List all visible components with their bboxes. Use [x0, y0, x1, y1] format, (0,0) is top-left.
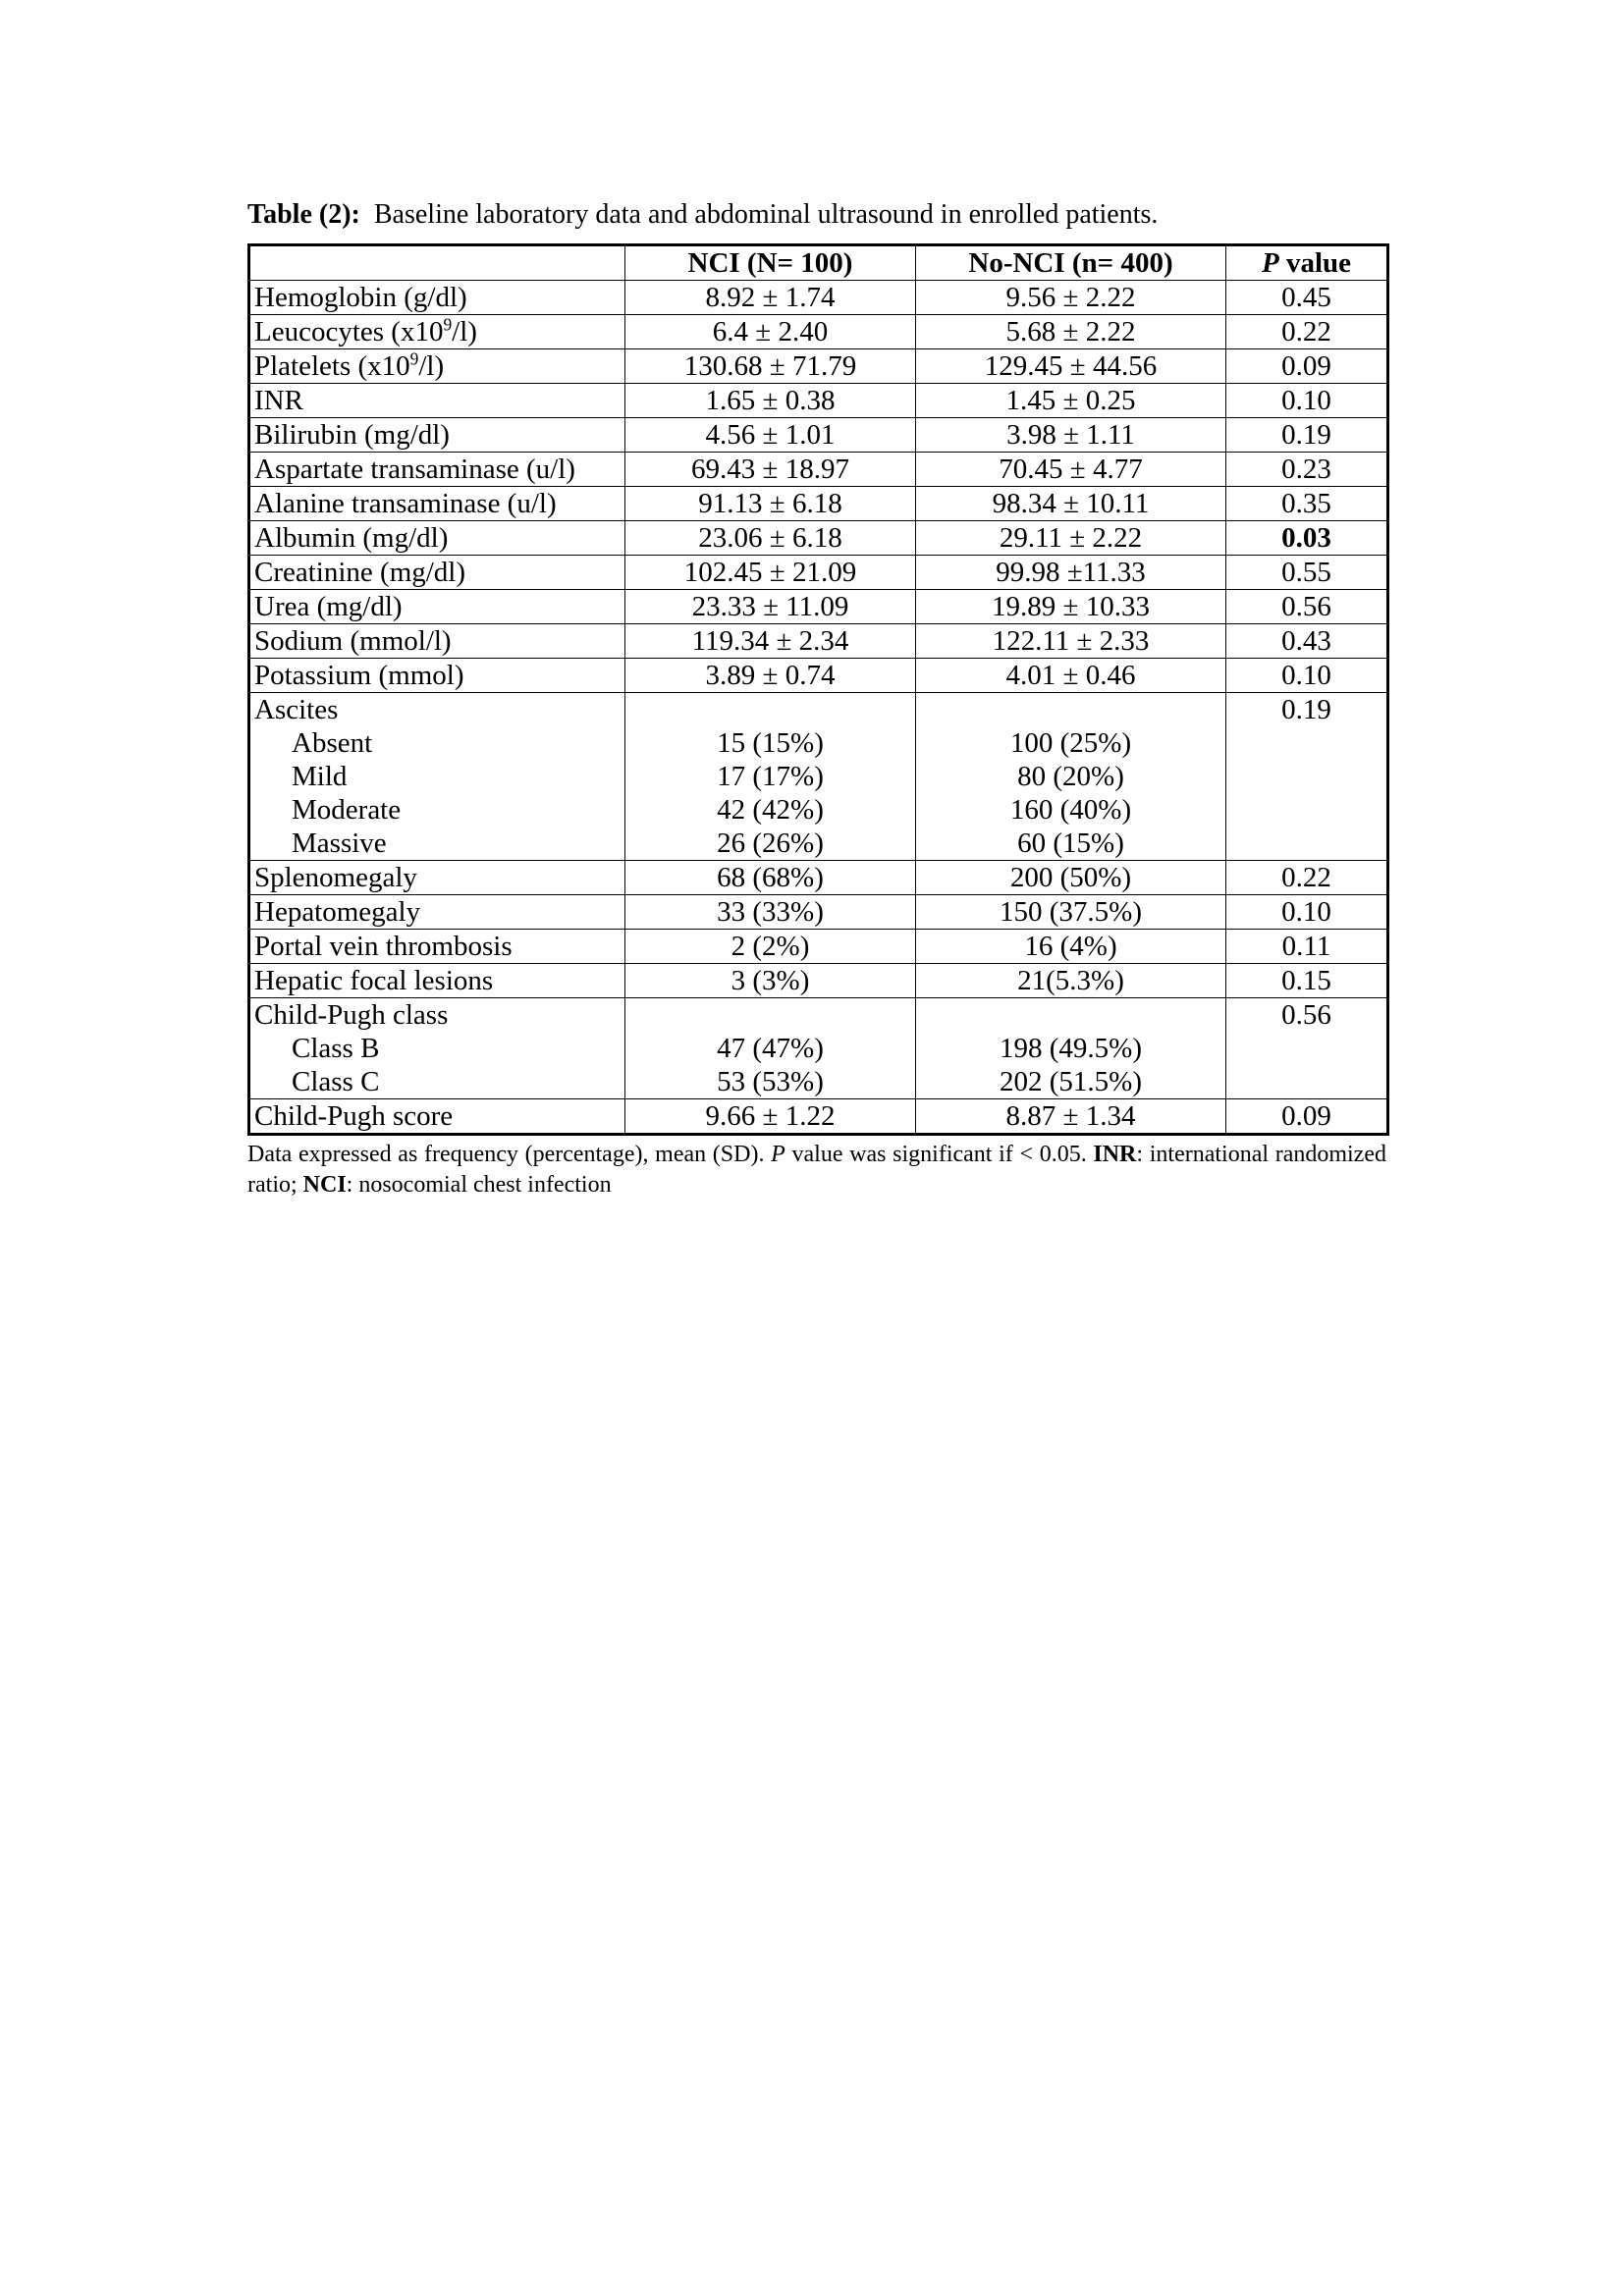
- no-nci-value: 16 (4%): [916, 930, 1226, 964]
- row-label: Creatinine (mg/dl): [249, 556, 625, 590]
- no-nci-value: 19.89 ± 10.33: [916, 590, 1226, 624]
- ascites-nci: 26 (26%): [717, 828, 824, 859]
- table-row: [249, 384, 1388, 418]
- p-value: 0.22: [1226, 315, 1388, 349]
- row-label: Hemoglobin (g/dl): [249, 281, 625, 315]
- p-value: 0.11: [1226, 930, 1388, 964]
- ascites-no-nci: 100 (25%): [1009, 727, 1132, 759]
- nci-value: 6.4 ± 2.40: [625, 315, 916, 349]
- no-nci-value: 21(5.3%): [916, 964, 1226, 998]
- nci-value: 68 (68%): [625, 861, 916, 895]
- ascites-no-nci: 160 (40%): [1009, 794, 1132, 826]
- p-value: 0.10: [1226, 659, 1388, 693]
- table-row: [249, 964, 1388, 998]
- no-nci-value: 1.45 ± 0.25: [916, 384, 1226, 418]
- table-row: [249, 521, 1388, 556]
- child-pugh-no-nci: 198 (49.5%): [1000, 1033, 1142, 1064]
- row-label-text: Platelets (x10: [254, 350, 410, 382]
- row-label: Portal vein thrombosis: [249, 930, 625, 964]
- nci-value: 91.13 ± 6.18: [625, 487, 916, 521]
- header-variable: [249, 245, 625, 281]
- no-nci-value: 99.98 ±11.33: [916, 556, 1226, 590]
- header-p-value: [1226, 245, 1388, 281]
- table-row: [249, 624, 1388, 659]
- row-label: [249, 349, 625, 384]
- row-label-text-end: /l): [418, 350, 445, 382]
- nci-value: 1.65 ± 0.38: [625, 384, 916, 418]
- no-nci-value: 150 (37.5%): [916, 895, 1226, 930]
- ascites-sub-label: Massive: [292, 828, 387, 859]
- row-label: Child-Pugh score: [249, 1099, 625, 1135]
- row-label: Bilirubin (mg/dl): [249, 418, 625, 453]
- p-value: 0.19: [1226, 418, 1388, 453]
- nci-value: 3 (3%): [625, 964, 916, 998]
- header-p-rest: value: [1278, 247, 1352, 279]
- table-row: [249, 487, 1388, 521]
- ascites-nci: 15 (15%): [717, 727, 824, 759]
- ascites-sub-label: Mild: [292, 761, 348, 792]
- baseline-lab-table: [247, 243, 1389, 1136]
- p-value: 0.22: [1226, 861, 1388, 895]
- table-caption: [247, 196, 1386, 234]
- row-label: Sodium (mmol/l): [249, 624, 625, 659]
- nci-value: [625, 998, 916, 1099]
- no-nci-value: [916, 998, 1226, 1099]
- ascites-sub-label: Moderate: [292, 794, 402, 826]
- table-row: [249, 418, 1388, 453]
- p-value: 0.43: [1226, 624, 1388, 659]
- p-value: 0.09: [1226, 349, 1388, 384]
- row-label-text: Leucocytes (x10: [254, 316, 444, 347]
- child-pugh-nci: 47 (47%): [717, 1033, 824, 1064]
- table-row: [249, 349, 1388, 384]
- p-value: 0.23: [1226, 453, 1388, 487]
- row-label-sup: 9: [409, 348, 419, 369]
- no-nci-value: 129.45 ± 44.56: [916, 349, 1226, 384]
- nci-value: 33 (33%): [625, 895, 916, 930]
- header-row: [249, 245, 1388, 281]
- no-nci-value: 200 (50%): [916, 861, 1226, 895]
- p-value: 0.45: [1226, 281, 1388, 315]
- table-row: [249, 453, 1388, 487]
- row-label: Hepatic focal lesions: [249, 964, 625, 998]
- row-label: Alanine transaminase (u/l): [249, 487, 625, 521]
- table-row: [249, 590, 1388, 624]
- row-label: Splenomegaly: [249, 861, 625, 895]
- table-row: [249, 315, 1388, 349]
- row-label: [249, 693, 625, 861]
- no-nci-value: [916, 693, 1226, 861]
- nci-value: 102.45 ± 21.09: [625, 556, 916, 590]
- table-footnote: [247, 1140, 1386, 1201]
- row-label: Potassium (mmol): [249, 659, 625, 693]
- no-nci-value: 122.11 ± 2.33: [916, 624, 1226, 659]
- p-value: 0.10: [1226, 895, 1388, 930]
- footnote-nci-bold: NCI: [302, 1172, 347, 1198]
- no-nci-value: 3.98 ± 1.11: [916, 418, 1226, 453]
- no-nci-value: 4.01 ± 0.46: [916, 659, 1226, 693]
- ascites-sub-label: Absent: [292, 727, 373, 759]
- p-value: 0.35: [1226, 487, 1388, 521]
- footnote-text: Data expressed as frequency (percentage), mean (SD).: [247, 1142, 772, 1167]
- row-label: [249, 315, 625, 349]
- p-value-significant: 0.03: [1226, 521, 1388, 556]
- row-label: Urea (mg/dl): [249, 590, 625, 624]
- nci-value: 2 (2%): [625, 930, 916, 964]
- nci-value: 4.56 ± 1.01: [625, 418, 916, 453]
- ascites-no-nci: 60 (15%): [1017, 828, 1124, 859]
- footnote-text: : nosocomial chest infection: [346, 1172, 612, 1198]
- table-page: [247, 196, 1386, 1201]
- no-nci-value: 70.45 ± 4.77: [916, 453, 1226, 487]
- table-row: [249, 895, 1388, 930]
- no-nci-value: 8.87 ± 1.34: [916, 1099, 1226, 1135]
- child-pugh-sub-label: Class B: [292, 1033, 380, 1064]
- row-label: Albumin (mg/dl): [249, 521, 625, 556]
- no-nci-value: 29.11 ± 2.22: [916, 521, 1226, 556]
- ascites-no-nci: 80 (20%): [1017, 761, 1124, 792]
- p-value: 0.55: [1226, 556, 1388, 590]
- row-label: Aspartate transaminase (u/l): [249, 453, 625, 487]
- header-no-nci: No-NCI (n= 400): [916, 245, 1226, 281]
- table-row: [249, 930, 1388, 964]
- table-row: [249, 1099, 1388, 1135]
- table-row: [249, 281, 1388, 315]
- p-value: 0.15: [1226, 964, 1388, 998]
- ascites-nci: 17 (17%): [717, 761, 824, 792]
- child-pugh-nci: 53 (53%): [717, 1066, 824, 1097]
- table-row: [249, 861, 1388, 895]
- header-p-italic: P: [1261, 247, 1279, 279]
- row-label-text-end: /l): [452, 316, 477, 347]
- row-label: INR: [249, 384, 625, 418]
- child-pugh-no-nci: 202 (51.5%): [1000, 1066, 1142, 1097]
- nci-value: 3.89 ± 0.74: [625, 659, 916, 693]
- nci-value: 8.92 ± 1.74: [625, 281, 916, 315]
- table-row-child-pugh-class: [249, 998, 1388, 1099]
- header-nci: NCI (N= 100): [625, 245, 916, 281]
- table-caption-text: Baseline laboratory data and abdominal ultrasound in enrolled patients.: [373, 199, 1159, 230]
- table-row: [249, 659, 1388, 693]
- nci-value: 23.33 ± 11.09: [625, 590, 916, 624]
- nci-value: 9.66 ± 1.22: [625, 1099, 916, 1135]
- footnote-p-italic: P: [771, 1142, 785, 1167]
- table-row: [249, 556, 1388, 590]
- table-caption-label: Table (2):: [247, 199, 360, 230]
- row-label-sup: 9: [443, 314, 453, 335]
- nci-value: [625, 693, 916, 861]
- nci-value: 130.68 ± 71.79: [625, 349, 916, 384]
- no-nci-value: 9.56 ± 2.22: [916, 281, 1226, 315]
- child-pugh-class-label: Child-Pugh class: [254, 999, 449, 1031]
- no-nci-value: 5.68 ± 2.22: [916, 315, 1226, 349]
- p-value: 0.19: [1226, 693, 1388, 861]
- nci-value: 69.43 ± 18.97: [625, 453, 916, 487]
- row-label: [249, 998, 625, 1099]
- p-value: 0.10: [1226, 384, 1388, 418]
- footnote-inr-bold: INR: [1093, 1142, 1137, 1167]
- footnote-text: value was significant if < 0.05.: [785, 1142, 1094, 1167]
- ascites-label: Ascites: [254, 694, 339, 725]
- child-pugh-sub-label: Class C: [292, 1066, 380, 1097]
- row-label: Hepatomegaly: [249, 895, 625, 930]
- table-row-ascites: [249, 693, 1388, 861]
- no-nci-value: 98.34 ± 10.11: [916, 487, 1226, 521]
- footnote-text: : international randomized ratio;: [247, 1142, 1386, 1198]
- nci-value: 119.34 ± 2.34: [625, 624, 916, 659]
- nci-value: 23.06 ± 6.18: [625, 521, 916, 556]
- p-value: 0.56: [1226, 590, 1388, 624]
- p-value: 0.09: [1226, 1099, 1388, 1135]
- p-value: 0.56: [1226, 998, 1388, 1099]
- ascites-nci: 42 (42%): [717, 794, 824, 826]
